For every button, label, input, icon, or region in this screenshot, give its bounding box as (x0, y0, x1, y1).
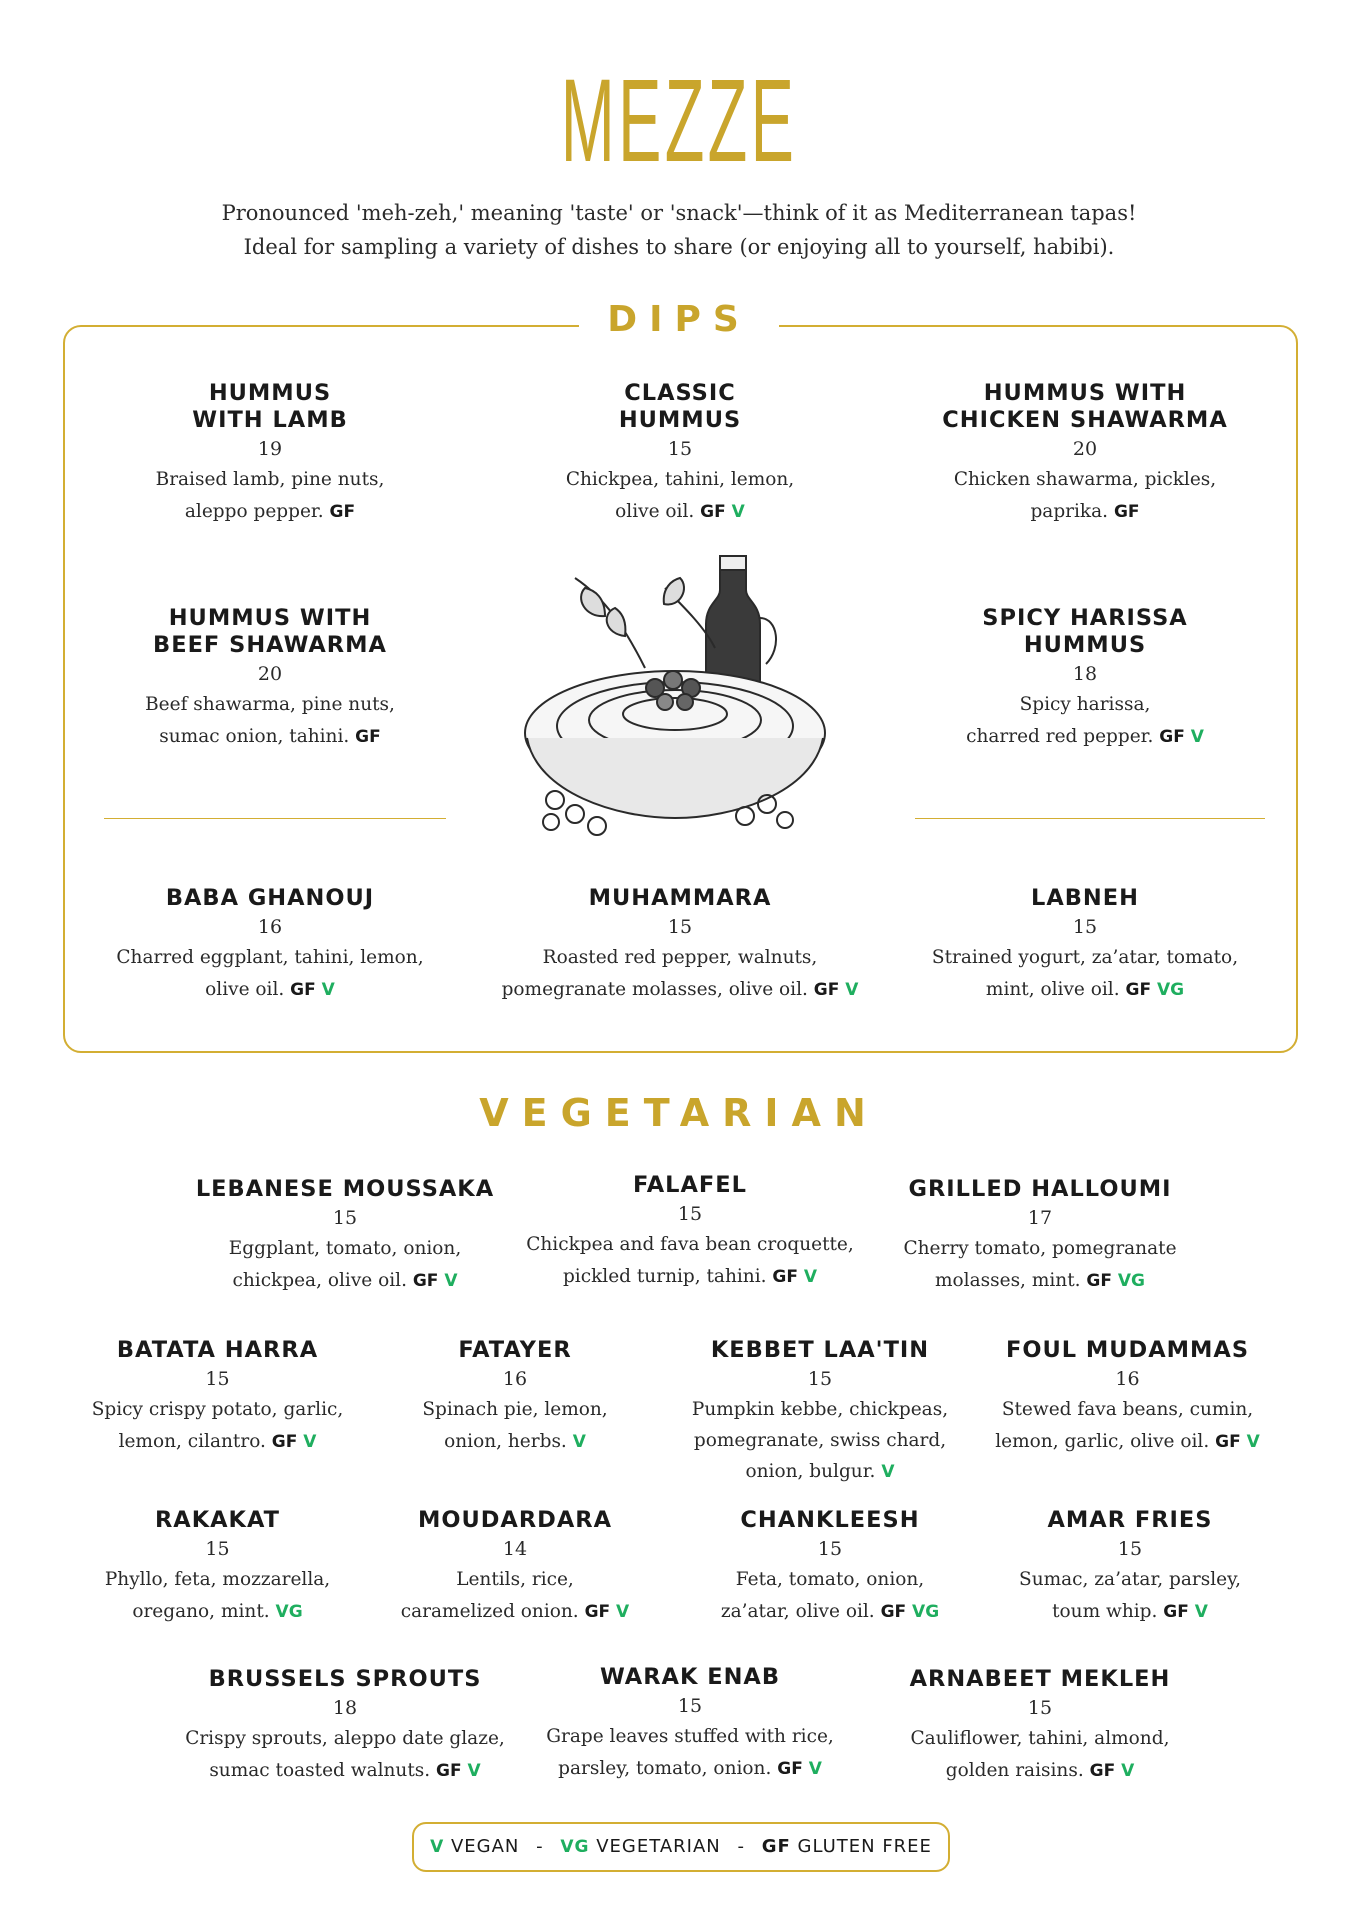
item-description: Chicken shawarma, pickles, paprika. GF (953, 469, 1217, 522)
item-description: Chickpea, tahini, lemon, olive oil. GF V (565, 469, 795, 522)
hummus-bowl-olive-oil-illustration-icon (515, 548, 835, 848)
gluten-free-tag: GF (329, 502, 356, 522)
dietary-legend (412, 1822, 950, 1872)
item-description: Spicy harissa, charred red pepper. GF V (966, 694, 1204, 747)
vegan-tag: V (803, 1267, 818, 1287)
gluten-free-tag: GF (1086, 1271, 1112, 1291)
menu-item-baba-ghanouj (95, 885, 445, 1006)
item-name: RAKAKAT (154, 1507, 281, 1533)
gluten-free-tag: GF (1125, 980, 1152, 1000)
vegan-tag: V (303, 1432, 317, 1452)
vegan-tag: V (616, 1602, 630, 1622)
item-description: Charred eggplant, tahini, lemon, olive oil. GF V (116, 947, 424, 1000)
item-description: Feta, tomato, onion, za’atar, olive oil. GF VG (720, 1569, 940, 1622)
vegan-tag: V (808, 1759, 822, 1779)
item-name: MUHAMMARA (588, 885, 772, 911)
item-price: 20 (1072, 438, 1098, 460)
item-description: Spicy crispy potato, garlic, lemon, cilantro. GF V (91, 1399, 344, 1452)
vegan-tag: V (467, 1761, 481, 1781)
item-description: Sumac, za’atar, parsley, toum whip. GF V (1019, 1569, 1241, 1622)
item-price: 14 (502, 1538, 528, 1560)
gluten-free-tag: GF (355, 727, 381, 747)
menu-item-grilled-halloumi (880, 1176, 1200, 1297)
legend-gluten-free-label: GLUTEN FREE (797, 1836, 932, 1857)
gluten-free-tag: GF (436, 1761, 462, 1781)
menu-item-fatayer (385, 1337, 645, 1458)
legend-gluten-free-code: GF (761, 1836, 791, 1857)
menu-item-hummus-lamb (95, 380, 445, 528)
item-description: Roasted red pepper, walnuts, pomegranate molasses, olive oil. GF V (501, 947, 859, 1000)
menu-item-arnabeet-mekleh (885, 1666, 1195, 1787)
item-price: 15 (667, 916, 693, 938)
item-description: Lentils, rice, caramelized onion. GF V (400, 1569, 630, 1622)
gluten-free-tag: GF (700, 502, 726, 522)
item-price: 15 (677, 1203, 703, 1225)
item-description: Phyllo, feta, mozzarella, oregano, mint. VG (104, 1569, 331, 1622)
item-price: 15 (205, 1368, 230, 1390)
vegan-tag: V (572, 1432, 586, 1452)
vegetarian-tag: VG (1117, 1271, 1145, 1291)
dips-heading: DIPS (579, 297, 779, 343)
legend-vegan-label: VEGAN (450, 1836, 520, 1857)
menu-item-falafel (515, 1172, 865, 1293)
menu-item-hummus-beef-shawarma (95, 605, 445, 753)
divider-left (104, 818, 446, 819)
gluten-free-tag: GF (1159, 727, 1185, 747)
item-price: 15 (677, 1695, 703, 1717)
item-description: Stewed fava beans, cumin, lemon, garlic, olive oil. GF V (995, 1399, 1260, 1452)
vegan-tag: V (444, 1271, 458, 1291)
menu-item-rakakat (80, 1507, 355, 1628)
item-price: 18 (1072, 663, 1098, 685)
menu-item-brussels-sprouts (175, 1666, 515, 1787)
vegetarian-tag: VG (1156, 980, 1185, 1000)
item-description: Spinach pie, lemon, onion, herbs. V (422, 1399, 608, 1452)
menu-item-classic-hummus (505, 380, 855, 528)
item-name: FOUL MUDAMMAS (1005, 1337, 1250, 1363)
vegan-tag: V (845, 980, 859, 1000)
menu-item-foul-mudammas (990, 1337, 1265, 1458)
item-name: MOUDARDARA (417, 1507, 613, 1533)
item-price: 15 (817, 1538, 843, 1560)
item-price: 15 (332, 1207, 358, 1229)
item-description: Beef shawarma, pine nuts, sumac onion, tahini. GF (145, 694, 395, 747)
vegan-tag: V (1194, 1602, 1208, 1622)
item-name: BABA GHANOUJ (165, 885, 375, 911)
intro-line-2: Ideal for sampling a variety of dishes to share (or enjoying all to yourself, habibi). (243, 235, 1115, 259)
vegan-tag: V (1121, 1761, 1135, 1781)
item-price: 20 (257, 663, 283, 685)
item-price: 16 (502, 1368, 528, 1390)
item-name: GRILLED HALLOUMI (908, 1176, 1172, 1202)
vegetarian-tag: VG (912, 1602, 940, 1622)
item-description: Grape leaves stuffed with rice, parsley, tomato, onion. GF V (546, 1726, 834, 1779)
item-description: Eggplant, tomato, onion, chickpea, olive oil. GF V (228, 1238, 462, 1291)
item-price: 15 (667, 438, 693, 460)
gluten-free-tag: GF (271, 1432, 298, 1452)
item-name: FALAFEL (632, 1172, 748, 1198)
item-price: 15 (1027, 1697, 1053, 1719)
item-name: LEBANESE MOUSSAKA (195, 1176, 495, 1202)
item-description: Strained yogurt, za’atar, tomato, mint, olive oil. GF VG (931, 947, 1239, 1000)
gluten-free-tag: GF (880, 1602, 907, 1622)
item-description: Crispy sprouts, aleppo date glaze, sumac toasted walnuts. GF V (185, 1728, 505, 1781)
vegan-tag: V (321, 980, 335, 1000)
item-description: Braised lamb, pine nuts, aleppo pepper. GF (155, 469, 385, 522)
item-price: 16 (257, 916, 283, 938)
gluten-free-tag: GF (777, 1759, 803, 1779)
intro-line-1: Pronounced 'meh-zeh,' meaning 'taste' or 'snack'—think of it as Mediterranean tapas! (221, 201, 1137, 225)
page-title: MEZZE (560, 55, 798, 187)
item-name: BATATA HARRA (116, 1337, 319, 1363)
item-name: ARNABEET MEKLEH (909, 1666, 1171, 1692)
item-name: BRUSSELS SPROUTS (208, 1666, 482, 1692)
vegan-tag: V (881, 1462, 895, 1482)
menu-item-amar-fries (995, 1507, 1265, 1628)
item-name: HUMMUS WITH BEEF SHAWARMA (153, 605, 387, 658)
intro-text (0, 196, 1358, 264)
item-description: Chickpea and fava bean croquette, pickled turnip, tahini. GF V (526, 1234, 854, 1287)
item-price: 16 (1115, 1368, 1140, 1390)
item-name: CLASSIC HUMMUS (618, 380, 742, 433)
gluten-free-tag: GF (584, 1602, 611, 1622)
item-price: 18 (332, 1697, 358, 1719)
menu-item-batata-harra (80, 1337, 355, 1458)
item-price: 15 (1072, 916, 1098, 938)
menu-item-kebbet-laatin (685, 1337, 955, 1488)
menu-item-labneh (905, 885, 1265, 1006)
divider-right (915, 818, 1265, 819)
item-name: CHANKLEESH (740, 1507, 920, 1533)
item-name: AMAR FRIES (1047, 1507, 1213, 1533)
legend-separator: - (737, 1836, 745, 1857)
item-price: 15 (205, 1538, 230, 1560)
gluten-free-tag: GF (290, 980, 316, 1000)
item-price: 19 (257, 438, 283, 460)
item-name: WARAK ENAB (600, 1664, 780, 1690)
vegetarian-heading: VEGETARIAN (479, 1091, 879, 1135)
item-name: KEBBET LAA'TIN (710, 1337, 930, 1363)
item-price: 15 (807, 1368, 833, 1390)
gluten-free-tag: GF (1113, 502, 1140, 522)
item-price: 15 (1117, 1538, 1143, 1560)
menu-item-lebanese-moussaka (175, 1176, 515, 1297)
item-name: HUMMUS WITH LAMB (192, 380, 348, 433)
gluten-free-tag: GF (813, 980, 840, 1000)
item-name: SPICY HARISSA HUMMUS (982, 605, 1188, 658)
item-name: LABNEH (1031, 885, 1139, 911)
menu-item-warak-enab (530, 1664, 850, 1785)
vegetarian-tag: VG (275, 1602, 303, 1622)
gluten-free-tag: GF (1163, 1602, 1189, 1622)
item-name: HUMMUS WITH CHICKEN SHAWARMA (942, 380, 1228, 433)
gluten-free-tag: GF (412, 1271, 439, 1291)
menu-item-spicy-harissa-hummus (905, 605, 1265, 753)
item-price: 17 (1027, 1207, 1053, 1229)
legend-vegan-code: V (430, 1837, 445, 1857)
menu-item-chankleesh (695, 1507, 965, 1628)
vegan-tag: V (1190, 727, 1204, 747)
legend-vegetarian-code: VG (560, 1837, 590, 1857)
menu-item-muhammara (490, 885, 870, 1006)
menu-item-moudardara (385, 1507, 645, 1628)
item-description: Pumpkin kebbe, chickpeas, pomegranate, swiss chard, onion, bulgur. V (691, 1399, 949, 1482)
gluten-free-tag: GF (772, 1267, 798, 1287)
menu-item-hummus-chicken-shawarma (905, 380, 1265, 528)
item-description: Cherry tomato, pomegranate molasses, mint. GF VG (903, 1238, 1177, 1291)
item-description: Cauliflower, tahini, almond, golden raisins. GF V (910, 1728, 1170, 1781)
vegan-tag: V (1246, 1432, 1260, 1452)
gluten-free-tag: GF (1215, 1432, 1241, 1452)
vegan-tag: V (731, 502, 745, 522)
gluten-free-tag: GF (1089, 1761, 1116, 1781)
item-name: FATAYER (458, 1337, 572, 1363)
legend-vegetarian-label: VEGETARIAN (596, 1836, 721, 1857)
legend-separator: - (536, 1836, 544, 1857)
